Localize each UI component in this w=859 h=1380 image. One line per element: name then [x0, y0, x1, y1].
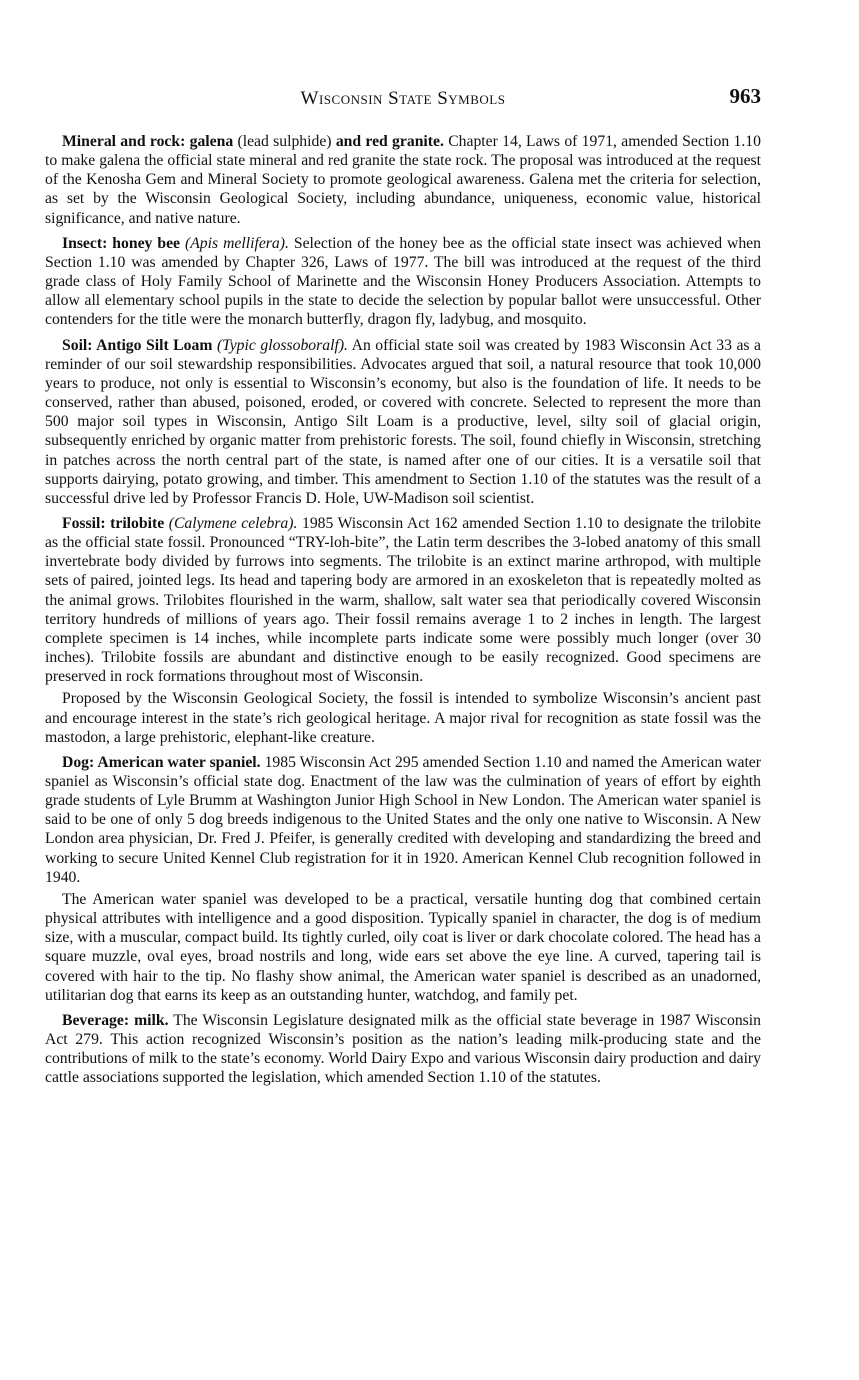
section-heading: Soil: Antigo Silt Loam — [62, 336, 213, 354]
document-page — [45, 84, 761, 1094]
section-fossil-continued: Proposed by the Wisconsin Geological Society, the fossil is intended to symbolize Wisconsin’s ancient past and encourage interest in the state’s rich geological heritage. A major rival for recognition as state fossil was the mastodon, a large prehistoric, elephant-like creature. — [45, 690, 761, 746]
section-fossil — [45, 514, 761, 686]
section-dog-continued: The American water spaniel was developed to be a practical, versatile hunting dog that combined certain physical attributes with intelligence and a good disposition. Typically spaniel in character, the dog is of medium size, with a muscular, compact build. Its tightly curled, oily coat is liver or dark chocolate colored. The head has a square muzzle, oval eyes, broad nostrils and long, wide ears set above the eye line. A curved, tapering tail is covered with hair to the tip. No flashy show animal, the American water spaniel is described as an unadorned, utilitarian dog that earns its keep as an outstanding hunter, watchdog, and family pet. — [45, 890, 761, 1004]
section-body: An official state soil was created by 1983 Wisconsin Act 33 as a reminder of our soil stewardship responsibilities. Advocates argued that soil, a natural resource that took 10,000 years to produce, not only is essential to Wisconsin’s economy, but also is the foundation of life. It needs to be conserved, rather than abused, poisoned, eroded, or covered with concrete. Selected to represent the more than 500 major soil types in Wisconsin, Antigo Silt Loam is a productive, level, silty soil of glacial origin, subsequently enriched by organic matter from prehistoric forests. The soil, found chiefly in Wisconsin, stretching in patches across the north central part of the state, is named after one of our cities. It is a versatile soil that supports dairying, potato growing, and timber. This amendment to Section 1.10 of the statutes was the result of a successful drive led by Professor Francis D. Hole, UW-Madison soil scientist. — [45, 336, 761, 507]
section-insect — [45, 234, 761, 330]
page-title: Wisconsin State Symbols — [300, 88, 506, 109]
running-header — [45, 84, 761, 114]
section-body: Selection of the honey bee as the official state insect was achieved when Section 1.10 was amended by Chapter 326, Laws of 1977. The bill was introduced at the request of the third grade class of Holy Family School of Marinette and the Wisconsin Honey Producers Association. Attempts to allow all elementary school pupils in the state to decide the selection by popular ballot were unsuccessful. Other contenders for the title were the monarch butterfly, dragon fly, ladybug, and mosquito. — [45, 234, 761, 329]
scientific-name: (Typic glossoboralf). — [216, 336, 348, 354]
section-body: 1985 Wisconsin Act 295 amended Section 1.10 and named the American water spaniel as Wisconsin’s official state dog. Enactment of the law was the culmination of years of effort by eighth grade students of Lyle Brumm at Washington Junior High School in New London. The American water spaniel is said to be one of only 5 dog breeds indigenous to the United States and the only one native to Wisconsin. A New London area physician, Dr. Fred J. Pfeifer, is generally credited with developing and standardizing the breed and working to secure United Kennel Club registration for it in 1920. American Kennel Club recognition followed in 1940. — [45, 753, 761, 886]
section-heading: Fossil: trilobite — [62, 514, 165, 532]
section-body: The Wisconsin Legislature designated milk as the official state beverage in 1987 Wisconsin Act 279. This action recognized Wisconsin’s position as the nation’s leading milk-producing state and the contributions of milk to the state’s economy. World Dairy Expo and various Wisconsin dairy production and dairy cattle associations supported the legislation, which amended Section 1.10 of the statutes. — [45, 1011, 761, 1087]
section-body: 1985 Wisconsin Act 162 amended Section 1.10 to designate the trilobite as the official state fossil. Pronounced “TRY-loh-bite”, the Latin term describes the 3-lobed anatomy of this small invertebrate body divided by furrows into segments. The trilobite is an extinct marine arthropod, with multiple sets of paired, jointed legs. Its head and tapering body are armored in an exoskeleton that is repeatedly molted as the animal grows. Trilobites flourished in the warm, shallow, salt water sea that periodically covered Wisconsin territory hundreds of millions of years ago. Their fossil remains average 1 to 2 inches in length. The largest complete specimen is 14 inches, while incomplete parts indicate some were possibly much longer (over 30 inches). Trilobite fossils are abundant and distinctive enough to be easily recognized. Good specimens are preserved in rock formations throughout most of Wisconsin. — [45, 514, 761, 686]
section-dog — [45, 753, 761, 887]
section-soil — [45, 336, 761, 508]
scientific-name: (Apis mellifera). — [185, 234, 289, 252]
section-heading: Beverage: milk. — [62, 1011, 169, 1029]
section-heading-continued: and red granite. — [335, 133, 444, 150]
section-heading-note: (lead sulphide) — [233, 133, 336, 150]
section-beverage — [45, 1011, 761, 1088]
section-body: Chapter 14, Laws of 1971, amended Section 1.10 to make galena the official state mineral and red granite the state rock. The proposal was introduced at the request of the Kenosha Gem and Mineral Society to promote geological awareness. Galena met the criteria for selection, as set by the Wisconsin Geological Society, including abundance, uniqueness, economic value, historical significance, and native nature. — [45, 133, 761, 227]
section-heading: Mineral and rock: galena — [62, 133, 234, 150]
section-heading: Insect: honey bee — [62, 234, 181, 252]
section-mineral-rock — [45, 132, 761, 228]
scientific-name: (Calymene celebra). — [168, 514, 298, 532]
section-heading: Dog: American water spaniel. — [62, 753, 261, 771]
page-number: 963 — [729, 84, 761, 108]
